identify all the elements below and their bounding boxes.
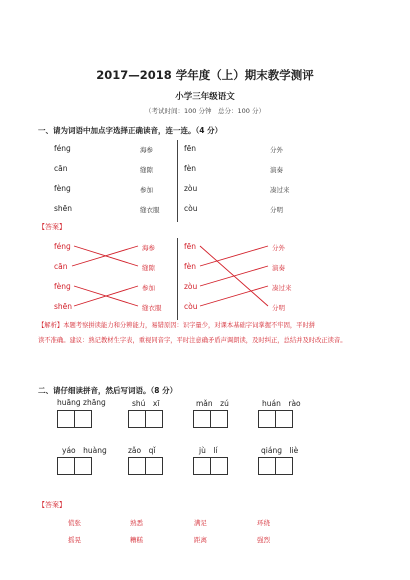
writing-box[interactable] xyxy=(210,410,228,428)
writing-box[interactable] xyxy=(275,410,293,428)
writing-box[interactable] xyxy=(193,410,211,428)
match-line xyxy=(200,246,268,266)
answer-word: 强烈 xyxy=(257,536,270,544)
answer-left-word: 海参 xyxy=(142,244,155,252)
left-word: 缝衣服 xyxy=(140,206,160,214)
writing-box-pair xyxy=(193,410,228,428)
writing-box[interactable] xyxy=(210,457,228,475)
answer-tag: 【答案】 xyxy=(38,223,66,231)
pinyin-prompt: jù lí xyxy=(199,446,218,455)
answer-left-word: 缝隙 xyxy=(142,264,155,272)
left-pinyin: fènɡ xyxy=(54,184,71,193)
match-line xyxy=(200,286,268,306)
right-word: 分外 xyxy=(270,146,283,154)
answer-word: 摇晃 xyxy=(68,536,81,544)
answer-left-word: 参加 xyxy=(142,284,155,292)
left-pinyin: cān xyxy=(54,164,68,173)
pinyin-prompt: yáo huànɡ xyxy=(62,446,107,455)
left-word: 缝隙 xyxy=(140,166,153,174)
answer-left-pinyin: shēn xyxy=(54,302,73,311)
writing-box-pair xyxy=(128,457,163,475)
left-word: 参加 xyxy=(140,186,153,194)
writing-box[interactable] xyxy=(128,457,146,475)
pinyin-prompt: zǎo qǐ xyxy=(128,446,156,455)
pinyin-prompt: huānɡ zhānɡ xyxy=(57,398,106,407)
writing-box[interactable] xyxy=(275,457,293,475)
page-subtitle: 小学三年级语文 xyxy=(175,92,235,102)
writing-box[interactable] xyxy=(145,410,163,428)
answer-left-word: 缝衣服 xyxy=(142,304,162,312)
writing-box-pair xyxy=(128,410,163,428)
right-pinyin: còu xyxy=(184,204,198,213)
answer-left-pinyin: fénɡ xyxy=(54,242,71,251)
section1-heading: 一、请为词语中加点字选择正确读音，连一连。（4 分） xyxy=(38,126,223,135)
answer-word: 距离 xyxy=(194,536,207,544)
writing-box[interactable] xyxy=(145,457,163,475)
answer-word: 熟悉 xyxy=(130,519,143,527)
writing-box[interactable] xyxy=(128,410,146,428)
answer-left-pinyin: cān xyxy=(54,262,68,271)
writing-box-pair xyxy=(258,457,293,475)
page-title: 2017—2018 学年度（上）期末教学测评 xyxy=(96,68,314,82)
writing-box[interactable] xyxy=(193,457,211,475)
left-pinyin: fénɡ xyxy=(54,144,71,153)
answer-word: 环绕 xyxy=(257,519,270,527)
match-line xyxy=(200,266,268,286)
answer-right-word: 凑过来 xyxy=(272,284,292,292)
writing-box[interactable] xyxy=(258,457,276,475)
writing-box[interactable] xyxy=(57,410,75,428)
pinyin-prompt: huán rào xyxy=(262,399,301,408)
right-word: 演奏 xyxy=(270,166,283,174)
answer-right-pinyin: fēn xyxy=(184,242,197,251)
writing-box[interactable] xyxy=(57,457,75,475)
answer-right-word: 分明 xyxy=(272,304,285,312)
writing-box-pair xyxy=(193,457,228,475)
section2-heading: 二、请仔细读拼音，然后写词语。（8 分） xyxy=(38,386,178,395)
answer-word: 糟糕 xyxy=(130,536,143,544)
answer-right-pinyin: zòu xyxy=(184,282,198,291)
answer-right-word: 演奏 xyxy=(272,264,285,272)
answer-word: 慌张 xyxy=(68,519,81,527)
writing-box[interactable] xyxy=(74,457,92,475)
right-word: 分明 xyxy=(270,206,283,214)
answer-word: 满足 xyxy=(194,519,207,527)
pinyin-prompt: qiánɡ liè xyxy=(261,446,299,455)
left-pinyin: shēn xyxy=(54,204,73,213)
explanation-line-1: 【解析】本题考察拼读能力和分辨能力，易错原因：识字量少，对课本基础字词掌握不牢固，平时拼 xyxy=(38,322,316,329)
pinyin-prompt: mǎn zú xyxy=(196,399,229,408)
writing-box-pair xyxy=(57,457,92,475)
answer-right-word: 分外 xyxy=(272,244,285,252)
pinyin-prompt: shú xī xyxy=(132,399,160,408)
answer-right-pinyin: còu xyxy=(184,302,198,311)
exam-info: （考试时间：100 分钟 总分：100 分） xyxy=(145,107,265,115)
right-pinyin: fēn xyxy=(184,144,197,153)
writing-box-pair xyxy=(258,410,293,428)
writing-box-pair xyxy=(57,410,92,428)
answer-tag: 【答案】 xyxy=(38,501,66,509)
writing-box[interactable] xyxy=(74,410,92,428)
explanation-line-2: 读不准确。建议：熟记教材生字表，重视同音字，平时注意确矛盾声调朗读，及时纠正，总结并及时改正读音。 xyxy=(38,337,347,344)
writing-box[interactable] xyxy=(258,410,276,428)
right-pinyin: fèn xyxy=(184,164,197,173)
left-word: 海参 xyxy=(140,146,153,154)
explanation xyxy=(38,318,383,348)
answer-left-pinyin: fènɡ xyxy=(54,282,71,291)
right-word: 凑过来 xyxy=(270,186,290,194)
right-pinyin: zòu xyxy=(184,184,198,193)
answer-right-pinyin: fèn xyxy=(184,262,197,271)
